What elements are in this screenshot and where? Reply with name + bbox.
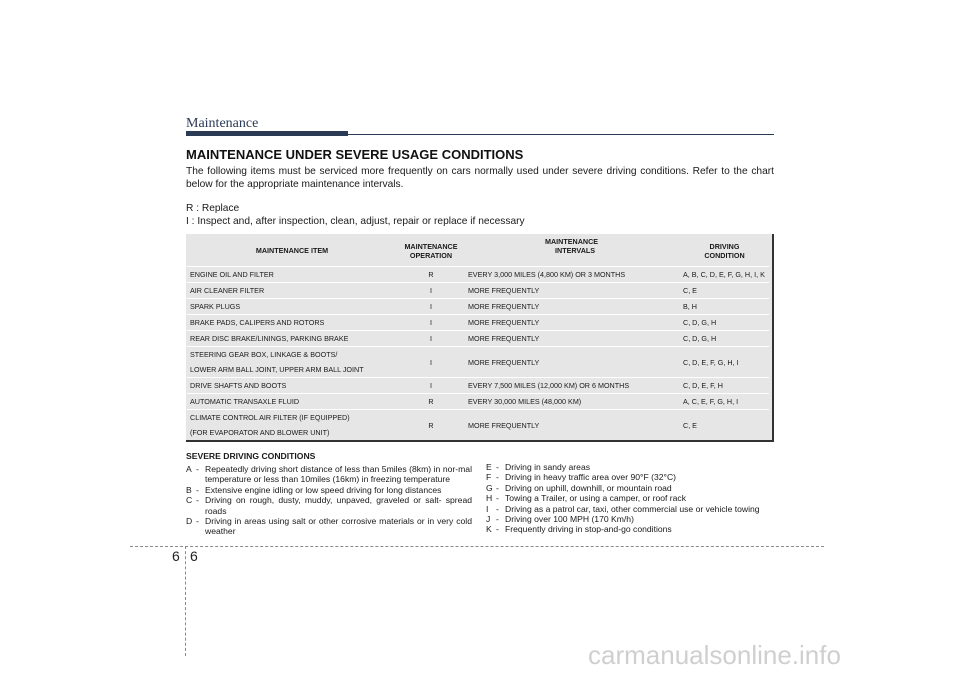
cell-item [187,283,397,299]
watermark-text: carmanualsonline.info [588,640,841,670]
list-item [486,493,776,503]
cell-condition: A, C, E, F, G, H, I [680,394,769,410]
table-row [187,299,769,315]
condition-dash: - [496,493,499,504]
item-text: DRIVE SHAFTS AND BOOTS [190,381,287,390]
cell-operation: R [397,267,465,283]
condition-dash: - [496,482,499,493]
header-intervals-line1: MAINTENANCE [545,236,599,246]
condition-dash: - [496,472,499,483]
cell-operation: I [397,347,465,378]
item-text: SPARK PLUGS [190,302,241,311]
header-maintenance-intervals [465,235,680,267]
cell-interval: MORE FREQUENTLY [465,410,680,441]
condition-dash: - [496,524,499,535]
condition-text: Extensive engine idling or low speed driving for long distances [205,484,442,495]
cell-operation: I [397,315,465,331]
chapter-number: 6 [172,548,180,564]
condition-text: Frequently driving in stop-and-go conditions [505,524,672,535]
cell-condition: A, B, C, D, E, F, G, H, I, K [680,267,769,283]
cell-condition: C, D, G, H [680,315,769,331]
item-text: BRAKE PADS, CALIPERS AND ROTORS [190,318,325,327]
header-condition-line1: DRIVING [709,241,740,251]
item-text-line1: STEERING GEAR BOX, LINKAGE & BOOTS/ [190,350,338,359]
legend-inspect: I : Inspect and, after inspection, clean, adjust, repair or replace if necessary [186,216,525,227]
header-condition-line2: CONDITION [704,250,745,260]
cell-condition: B, H [680,299,769,315]
list-item [186,485,472,495]
table-right-border [772,234,774,442]
cell-operation: I [397,299,465,315]
condition-text: Driving in areas using salt or other corrosive materials or in very cold weather [205,516,472,537]
table-row [187,347,769,378]
condition-dash: - [196,484,199,495]
condition-letter: C [186,495,193,506]
cell-operation: R [397,410,465,441]
list-item [186,464,472,485]
item-text: ENGINE OIL AND FILTER [190,270,274,279]
list-item [186,495,472,516]
condition-letter: E [486,462,492,472]
condition-letter: B [186,484,192,495]
condition-letter: J [486,514,491,525]
condition-dash: - [196,464,199,474]
condition-text: Driving as a patrol car, taxi, other commercial use or vehicle towing [505,503,760,514]
cell-condition: C, D, E, F, H [680,378,769,394]
cell-condition: C, E [680,283,769,299]
cell-interval: MORE FREQUENTLY [465,331,680,347]
cell-item [187,315,397,331]
condition-letter: H [486,493,493,504]
condition-dash: - [496,503,499,514]
cell-interval: EVERY 7,500 MILES (12,000 KM) OR 6 MONTHS [465,378,680,394]
list-item [486,524,776,534]
header-rule [186,134,774,135]
header-maintenance-operation [397,235,465,267]
item-text: AUTOMATIC TRANSAXLE FLUID [190,397,300,406]
condition-dash: - [196,495,199,506]
table-header-row [187,235,769,267]
cell-operation: I [397,331,465,347]
list-item [486,483,776,493]
cell-condition: C, D, G, H [680,331,769,347]
cell-item [187,410,397,441]
cell-item [187,394,397,410]
header-item-label: MAINTENANCE ITEM [255,246,329,255]
item-text-line2: LOWER ARM BALL JOINT, UPPER ARM BALL JOINT [190,365,364,374]
cell-item [187,378,397,394]
section-header-title: Maintenance [186,116,259,131]
cell-interval: MORE FREQUENTLY [465,283,680,299]
item-text: REAR DISC BRAKE/LININGS, PARKING BRAKE [190,334,349,343]
maintenance-table-grid [187,235,769,441]
header-driving-condition [680,235,769,267]
condition-text: Driving over 100 MPH (170 Km/h) [505,514,634,525]
header-operation-line2: OPERATION [409,250,453,260]
condition-dash: - [496,514,499,525]
header-maintenance-item [187,235,397,267]
table-row [187,283,769,299]
page-footer-dashed-divider [185,546,186,656]
list-item [486,472,776,482]
condition-text: Repeatedly driving short distance of less than 5miles (8km) in nor-mal temperature or less than 10miles (16km) in freezing temperature [205,464,472,485]
cell-operation: I [397,378,465,394]
condition-letter: D [186,516,193,527]
list-item [186,516,472,537]
page-footer-dashed-rule [130,546,824,547]
header-intervals-line2: INTERVALS [555,245,596,255]
condition-text: Driving in sandy areas [505,462,591,472]
condition-letter: K [486,524,492,535]
list-item [486,462,776,472]
table-row [187,378,769,394]
condition-text: Driving on rough, dusty, muddy, unpaved, graveled or salt- spread roads [205,495,472,516]
page-heading: MAINTENANCE UNDER SEVERE USAGE CONDITIONS [186,147,524,162]
item-text-line2: (FOR EVAPORATOR AND BLOWER UNIT) [190,428,330,437]
cell-operation: R [397,394,465,410]
conditions-list-left [186,464,472,537]
condition-letter: F [486,472,492,483]
table-row [187,331,769,347]
cell-interval: MORE FREQUENTLY [465,299,680,315]
maintenance-table [186,234,774,441]
cell-item [187,267,397,283]
list-item [486,514,776,524]
condition-dash: - [196,516,199,527]
cell-item [187,331,397,347]
condition-text: Driving in heavy traffic area over 90°F (32°C) [505,472,677,483]
condition-letter: G [486,482,493,493]
list-item [486,504,776,514]
cell-interval: MORE FREQUENTLY [465,315,680,331]
cell-condition: C, E [680,410,769,441]
table-body [187,267,769,441]
condition-text: Towing a Trailer, or using a camper, or roof rack [505,493,687,504]
cell-item [187,299,397,315]
conditions-list-right [486,462,776,535]
table-row [187,267,769,283]
table-row [187,394,769,410]
item-text: AIR CLEANER FILTER [190,286,265,295]
condition-letter: A [186,464,192,474]
table-row [187,410,769,441]
cell-item [187,347,397,378]
condition-text: Driving on uphill, downhill, or mountain road [505,482,672,493]
cell-interval: EVERY 3,000 MILES (4,800 KM) OR 3 MONTHS [465,267,680,283]
legend-replace: R : Replace [186,203,240,214]
page-number: 6 [190,548,198,564]
condition-dash: - [496,462,499,472]
header-operation-line1: MAINTENANCE [404,241,458,251]
table-row [187,315,769,331]
cell-operation: I [397,283,465,299]
item-text-line1: CLIMATE CONTROL AIR FILTER (IF EQUIPPED) [190,413,350,422]
cell-condition: C, D, E, F, G, H, I [680,347,769,378]
condition-letter: I [486,503,489,514]
cell-interval: EVERY 30,000 MILES (48,000 KM) [465,394,680,410]
cell-interval: MORE FREQUENTLY [465,347,680,378]
intro-paragraph: The following items must be serviced more frequently on cars normally used under severe driving conditions. Refer to the chart below for the appropriate maintenance intervals. [186,166,774,190]
table-bottom-border [186,440,774,442]
severe-conditions-title: SEVERE DRIVING CONDITIONS [186,451,316,461]
